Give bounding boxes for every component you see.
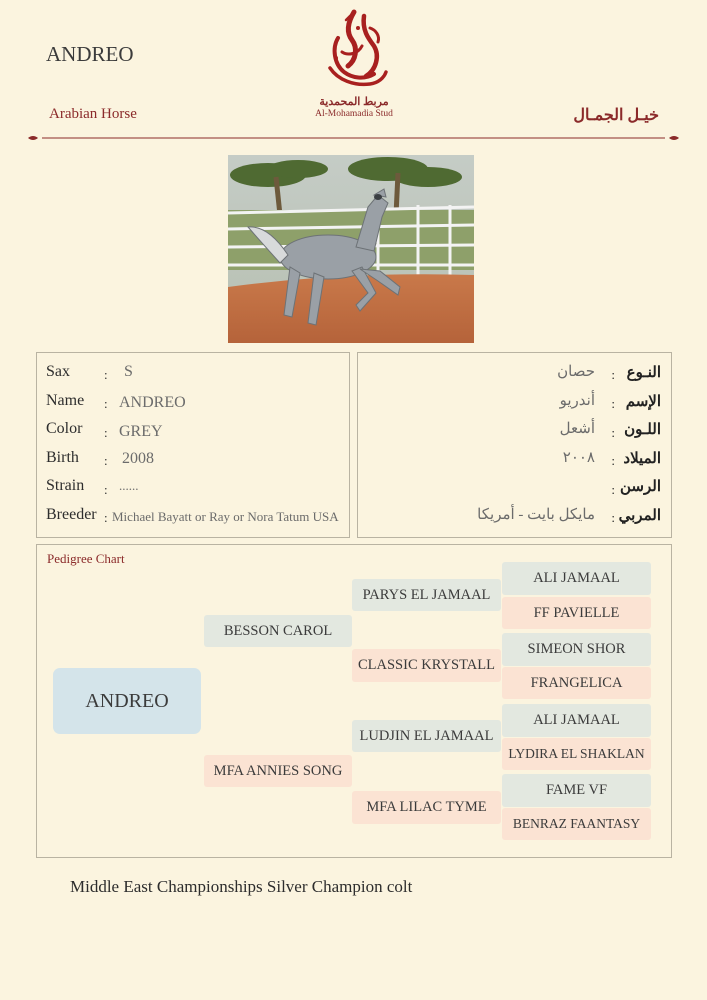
label-breeder-ar: المربي [618, 508, 661, 524]
pedigree-dam: MFA ANNIES SONG [204, 755, 352, 787]
value-name-ar: أندريو [559, 393, 595, 409]
stud-logo [300, 8, 408, 119]
colon: : [104, 453, 108, 468]
label-breeder: Breeder [46, 506, 97, 523]
pedigree-ggp-1: ALI JAMAAL [502, 562, 651, 595]
value-strain: ...... [119, 478, 139, 493]
info-panel-english [36, 352, 350, 538]
pedigree-sire-sire: PARYS EL JAMAAL [352, 579, 501, 611]
info-panel-arabic [357, 352, 672, 538]
value-name: ANDREO [119, 394, 186, 411]
horse-photo [228, 155, 474, 343]
label-sex: Sax [46, 363, 70, 380]
colon: : [104, 482, 108, 497]
colon: : [611, 396, 615, 411]
stud-name-english: Al-Mohamadia Stud [315, 109, 393, 119]
colon: : [611, 482, 615, 497]
breed-arabic: خيـل الجمـال [573, 107, 659, 124]
pedigree-ggp-7: FAME VF [502, 774, 651, 807]
colon: : [611, 453, 615, 468]
value-breeder: Michael Bayatt or Ray or Nora Tatum USA [112, 509, 339, 524]
pedigree-ggp-5: ALI JAMAAL [502, 704, 651, 737]
pedigree-sire-dam: CLASSIC KRYSTALL [352, 649, 501, 682]
colon: : [104, 367, 108, 382]
label-name-ar: الإسم [625, 394, 661, 410]
pedigree-dam-sire: LUDJIN EL JAMAAL [352, 720, 501, 752]
horse-image-icon [228, 155, 474, 343]
label-color: Color [46, 420, 83, 437]
label-name: Name [46, 392, 85, 409]
value-sex-ar: حصان [557, 364, 595, 380]
label-color-ar: اللـون [624, 422, 661, 438]
pedigree-subject: ANDREO [53, 668, 201, 734]
value-birth: 2008 [122, 450, 154, 467]
pedigree-dam-dam: MFA LILAC TYME [352, 791, 501, 824]
value-sex: S [124, 363, 133, 380]
colon: : [104, 425, 108, 440]
pedigree-ggp-3: SIMEON SHOR [502, 633, 651, 666]
colon: : [611, 425, 615, 440]
pedigree-title: Pedigree Chart [47, 551, 125, 566]
colon: : [611, 367, 615, 382]
stud-name-arabic: مربط المحمدية [319, 96, 389, 108]
pedigree-ggp-4: FRANGELICA [502, 667, 651, 699]
colon: : [611, 510, 615, 525]
label-strain: Strain [46, 477, 85, 494]
achievement-text: Middle East Championships Silver Champion colt [70, 877, 413, 896]
breed-english: Arabian Horse [49, 106, 137, 122]
value-birth-ar: ٢٠٠٨ [562, 450, 595, 466]
colon: : [104, 396, 108, 411]
header-divider [28, 135, 679, 141]
value-breeder-ar: مايكل بايت - أمريكا [477, 507, 595, 523]
label-birth: Birth [46, 449, 79, 466]
value-color-ar: أشعل [559, 421, 595, 437]
label-sex-ar: النـوع [626, 365, 661, 381]
pedigree-sire: BESSON CAROL [204, 615, 352, 647]
colon: : [104, 510, 108, 525]
pedigree-ggp-6: LYDIRA EL SHAKLAN [502, 738, 651, 770]
label-birth-ar: الميلاد [623, 451, 661, 467]
label-strain-ar: الرسن [619, 479, 661, 495]
pedigree-ggp-2: FF PAVIELLE [502, 597, 651, 629]
calligraphy-logo-icon [318, 8, 390, 90]
value-color: GREY [119, 423, 163, 440]
horse-name-title: ANDREO [46, 42, 134, 66]
pedigree-ggp-8: BENRAZ FAANTASY [502, 808, 651, 840]
